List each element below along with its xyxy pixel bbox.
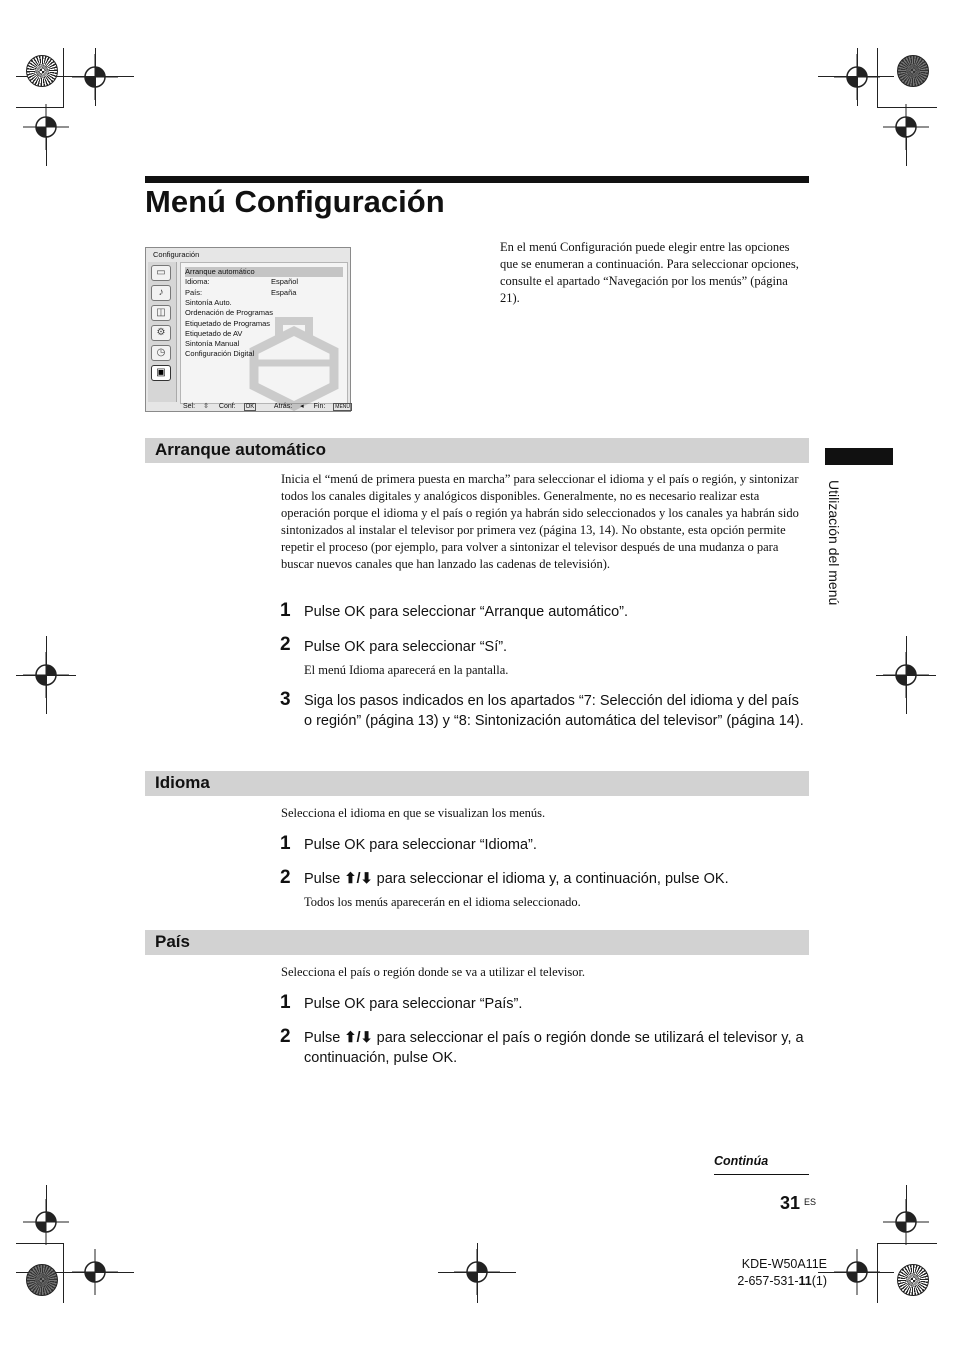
step-text: Pulse OK para seleccionar “Sí”. (304, 639, 508, 655)
osd-icon-column (148, 262, 177, 402)
osd-menu-panel (180, 262, 348, 404)
step-note: Todos los menús aparecerán en el idioma seleccionado. (304, 895, 581, 909)
osd-menu-item-label: Ordenación de Programas (185, 308, 273, 318)
model-info (700, 1256, 827, 1290)
step-number: 3 (280, 689, 291, 710)
osd-footer-select: Sel: ⇳ (183, 403, 209, 410)
step-number: 2 (280, 867, 291, 888)
color-bar-sunburst-icon (897, 55, 929, 87)
registration-mark-icon (72, 54, 118, 100)
osd-menu-item[interactable] (185, 329, 343, 339)
registration-mark-icon (883, 652, 929, 698)
color-bar-sunburst-icon (897, 1264, 929, 1296)
osd-menu-item-label: Configuración Digital (185, 349, 255, 359)
intro-paragraph: En el menú Configuración puede elegir entre las opciones que se enumeran a continuación. Para seleccionar opciones, consulte el apartado “Navegación por los menús” (página 21). (500, 240, 799, 305)
registration-mark-icon (883, 1199, 929, 1245)
crop-mark (63, 48, 64, 108)
menu-screenshot (145, 247, 351, 412)
registration-mark-icon (454, 1249, 500, 1295)
osd-menu-item[interactable] (185, 339, 343, 349)
registration-mark-icon (834, 1249, 880, 1295)
registration-mark-icon (72, 1249, 118, 1295)
osd-footer (183, 402, 351, 410)
osd-footer-confirm: Conf: OK (218, 403, 255, 410)
step-text: Pulse OK para seleccionar “País”. (304, 996, 523, 1012)
section-header-arranque (145, 438, 809, 463)
color-bar-sunburst-icon (26, 55, 58, 87)
page-title: Menú Configuración (145, 184, 445, 219)
step-text: Pulse ⬆/⬇ para seleccionar el idioma y, a continuación, pulse OK. (304, 871, 729, 887)
registration-mark-icon (23, 1199, 69, 1245)
osd-menu-item[interactable] (185, 298, 343, 308)
toolbox-icon: ▣ (151, 365, 171, 381)
osd-menu-item-value: Español (271, 277, 299, 287)
osd-menu-item-label: País: (185, 287, 203, 297)
registration-mark-icon (23, 652, 69, 698)
sound-icon: ♪ (151, 285, 171, 301)
osd-menu-item-label: Sintonía Manual (185, 339, 240, 349)
step-number: 1 (280, 600, 291, 621)
step-text: Pulse OK para seleccionar “Idioma”. (304, 837, 537, 853)
step-number: 1 (280, 992, 291, 1013)
color-bar-sunburst-icon (26, 1264, 58, 1296)
registration-mark-icon (883, 104, 929, 150)
chapter-tab (825, 448, 893, 465)
continued-label: Continúa (714, 1154, 769, 1168)
section-title: País (155, 932, 190, 951)
registration-mark-icon (23, 104, 69, 150)
registration-mark-icon (834, 54, 880, 100)
continued-rule (714, 1174, 809, 1175)
features-icon: ⚙ (151, 325, 171, 341)
step-number: 2 (280, 1026, 291, 1047)
osd-menu-item[interactable] (185, 308, 343, 318)
osd-menu-item[interactable] (185, 288, 343, 298)
osd-menu-item[interactable] (185, 277, 343, 287)
document-code: 2-657-531-11(1) (737, 1274, 827, 1288)
model-number: KDE-W50A11E (741, 1257, 827, 1271)
osd-menu-item-label: Arranque automático (185, 267, 255, 276)
osd-title: Configuración (153, 250, 200, 259)
step-text: Siga los pasos indicados en los apartados “7: Selección del idioma y del país o región” (página 13) y “8: Sintonización automática del televisor” (página 14). (304, 693, 804, 729)
section-title: Arranque automático (155, 440, 326, 459)
section-description: Inicia el “menú de primera puesta en marcha” para seleccionar el idioma y el país o región, y sintonizar todos los canales digitales y analógicos disponibles. Generalmente, no es necesario realizar esta operación porque el idioma y el país o región ya habrán sido seleccionados y los canales ya habrán sido sintonizados al instalar el televisor por primera vez (página 13, 14). No obstante, esta opción permite repetir el proceso (por ejemplo, para volver a sintonizar el televisor después de una mudanza o para buscar nuevos canales que han lanzado las cadenas de televisión). (281, 472, 799, 571)
osd-menu-item-label: Sintonía Auto. (185, 297, 232, 307)
step-text: Pulse OK para seleccionar “Arranque automático”. (304, 604, 628, 620)
timer-icon: ◷ (151, 345, 171, 361)
osd-menu-item[interactable] (185, 319, 343, 329)
page-language: ES (804, 1197, 817, 1207)
osd-menu-item-label: Etiquetado de Programas (185, 318, 271, 328)
osd-footer-end: Fin: MENU (313, 403, 351, 410)
section-header-pais (145, 930, 809, 955)
picture-icon: ▭ (151, 265, 171, 281)
section-description: Selecciona el país o región donde se va a utilizar el televisor. (281, 965, 586, 979)
page-number: 31 (780, 1193, 801, 1213)
step-note: El menú Idioma aparecerá en la pantalla. (304, 663, 509, 677)
osd-menu-item-label: Etiquetado de AV (185, 328, 243, 338)
osd-footer-back: Atrás: ◂ (273, 403, 304, 410)
step-number: 2 (280, 634, 291, 655)
up-down-arrow-icon: ⬆/⬇ (344, 1030, 373, 1046)
osd-menu-item[interactable] (185, 267, 343, 277)
title-rule (145, 176, 809, 183)
chapter-label: Utilización del menú (826, 480, 842, 606)
step-number: 1 (280, 833, 291, 854)
crop-mark (63, 1243, 64, 1303)
screen-icon: ◫ (151, 305, 171, 321)
osd-menu-item-label: Idioma: (185, 277, 210, 287)
up-down-arrow-icon: ⬆/⬇ (344, 871, 373, 887)
osd-menu-item-value: España (271, 287, 297, 297)
osd-menu-item[interactable] (185, 349, 343, 359)
step-text: Pulse ⬆/⬇ para seleccionar el país o región donde se utilizará el televisor y, a continuación, pulse OK. (304, 1030, 804, 1066)
section-description: Selecciona el idioma en que se visualizan los menús. (281, 806, 546, 820)
section-title: Idioma (155, 773, 210, 792)
section-header-idioma (145, 771, 809, 796)
